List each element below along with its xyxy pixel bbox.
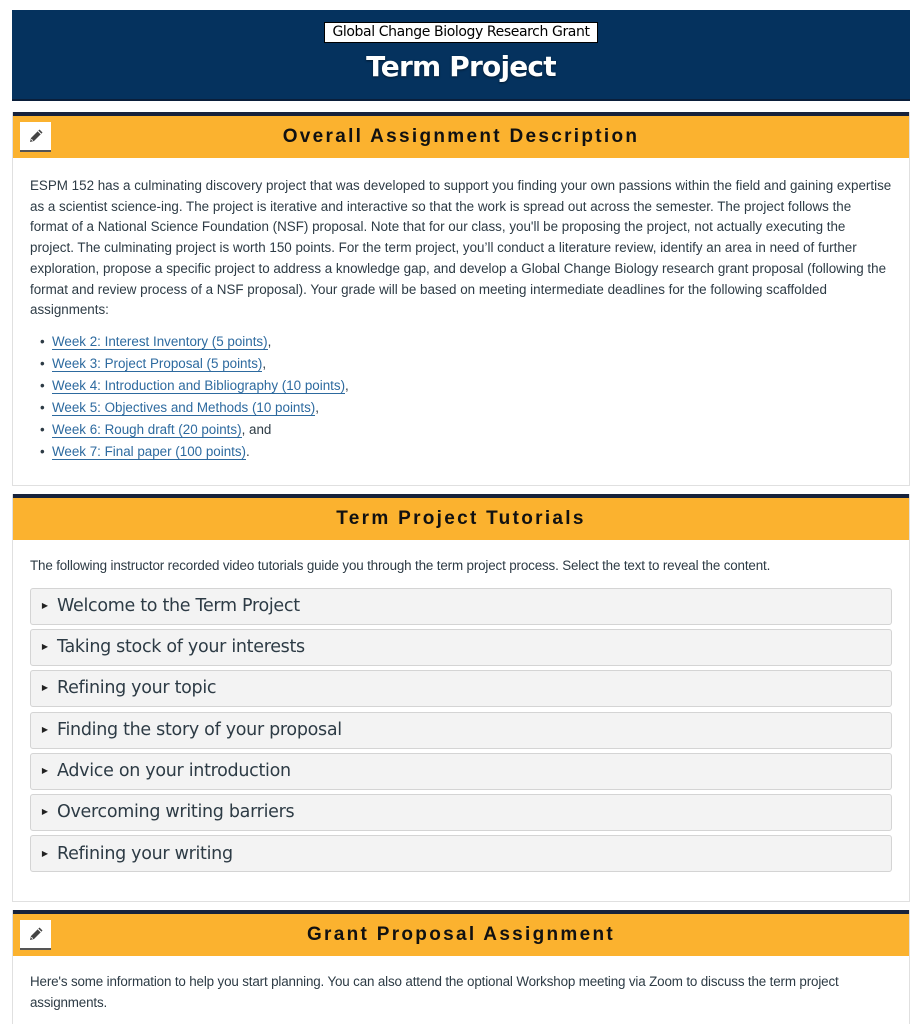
caret-right-icon: ▶ — [41, 600, 49, 610]
section-header — [13, 494, 909, 540]
link-suffix: . — [246, 443, 250, 459]
tutorials-section — [12, 494, 910, 902]
section-heading: Overall Assignment Description — [282, 126, 640, 147]
caret-right-icon: ▶ — [41, 642, 49, 652]
accordion-item-writing[interactable] — [30, 835, 892, 872]
assignment-links-list — [30, 331, 892, 463]
pencil-icon[interactable] — [20, 920, 51, 950]
week-3-link[interactable]: Week 3: Project Proposal (5 points) — [52, 355, 263, 371]
accordion-item-barriers[interactable] — [30, 794, 892, 831]
accordion-item-welcome[interactable] — [30, 588, 892, 625]
week-5-link[interactable]: Week 5: Objectives and Methods (10 points) — [52, 399, 316, 415]
week-2-link[interactable]: Week 2: Interest Inventory (5 points) — [52, 333, 268, 349]
accordion-item-story[interactable] — [30, 712, 892, 749]
link-suffix: , — [345, 377, 349, 393]
accordion-label: Advice on your introduction — [57, 761, 291, 782]
accordion-item-interests[interactable] — [30, 629, 892, 666]
link-suffix: , — [267, 333, 272, 349]
accordion-label: Finding the story of your proposal — [57, 719, 342, 740]
list-item — [40, 397, 892, 419]
description-paragraph: ESPM 152 has a culminating discovery project that was developed to support you finding your own passions within the field and gaining expertise as a scientist science-ing. The project is iterative and interactive so that the work is spread out across the semester. The project follows the format of a National Science Foundation (NSF) proposal. Note that for our class, you'll be proposing the project, not actually executing the project. The culminating project is worth 150 points. For the term project, you’ll conduct a literature review, identify an area in need of further exploration, propose a specific project to address a knowledge gap, and develop a Global Change Biology research grant proposal (following the format and review process of a NSF proposal). Your grade will be based on meeting intermediate deadlines for the following scaffolded assignments: — [30, 178, 892, 318]
list-item — [40, 353, 892, 375]
list-item — [40, 375, 892, 397]
section-header — [13, 112, 909, 158]
pencil-icon[interactable] — [20, 122, 51, 152]
page-banner — [12, 10, 910, 101]
accordion-label: Refining your topic — [57, 678, 217, 699]
link-suffix: , — [315, 399, 319, 415]
week-7-link[interactable]: Week 7: Final paper (100 points) — [52, 443, 247, 459]
week-4-link[interactable]: Week 4: Introduction and Bibliography (10 points) — [52, 377, 346, 393]
tutorials-intro: The following instructor recorded video tutorials guide you through the term project process. Select the text to reveal the content. — [30, 558, 771, 573]
list-item — [40, 419, 892, 441]
caret-right-icon: ▶ — [41, 807, 49, 817]
caret-right-icon: ▶ — [41, 766, 49, 776]
caret-right-icon: ▶ — [41, 683, 49, 693]
accordion-label: Welcome to the Term Project — [57, 595, 300, 616]
list-item — [40, 331, 892, 353]
list-item — [40, 441, 892, 463]
accordion-label: Overcoming writing barriers — [57, 802, 295, 823]
accordion-item-introduction[interactable] — [30, 753, 892, 790]
link-suffix: , and — [241, 421, 272, 437]
overall-description-section — [12, 112, 910, 486]
tutorials-accordion — [30, 588, 892, 873]
section-heading: Grant Proposal Assignment — [306, 924, 616, 945]
caret-right-icon: ▶ — [41, 848, 49, 858]
section-heading: Term Project Tutorials — [336, 508, 586, 529]
link-suffix: , — [262, 355, 267, 371]
caret-right-icon: ▶ — [41, 724, 49, 734]
accordion-item-topic[interactable] — [30, 670, 892, 707]
grant-intro: Here's some information to help you start planning. You can also attend the optional Workshop meeting via Zoom to discuss the term project assignments. — [30, 974, 839, 1010]
week-6-link[interactable]: Week 6: Rough draft (20 points) — [52, 421, 242, 437]
banner-subtitle: Global Change Biology Research Grant — [324, 22, 597, 43]
accordion-label: Taking stock of your interests — [57, 637, 305, 658]
page-title: Term Project — [366, 50, 556, 83]
grant-proposal-section — [12, 910, 910, 1024]
section-header — [13, 910, 909, 956]
accordion-label: Refining your writing — [57, 843, 233, 864]
